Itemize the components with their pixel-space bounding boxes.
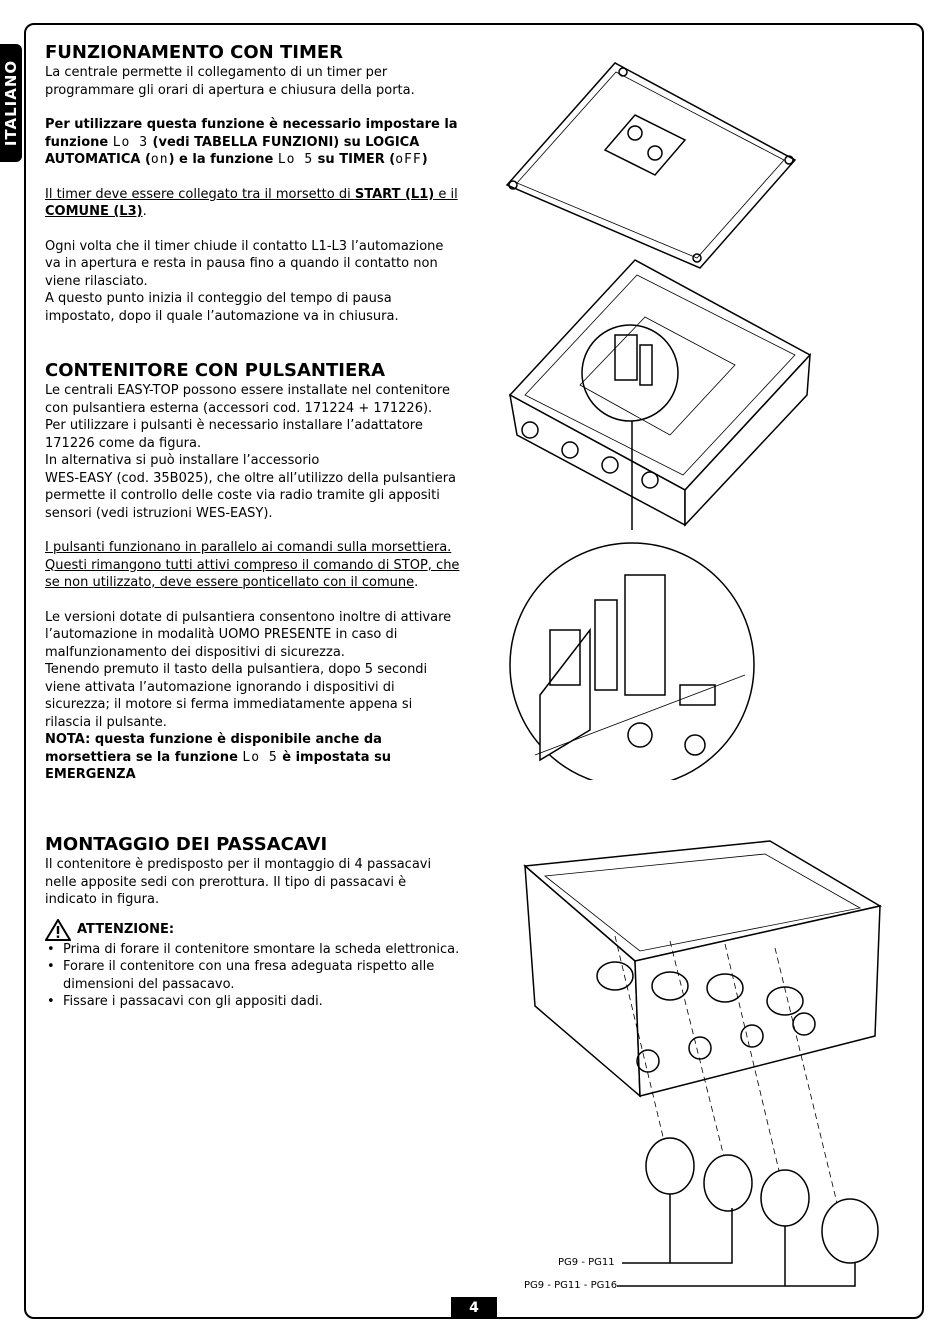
text-run: . — [142, 204, 147, 219]
text-run: è impostata su EMERGENZA — [45, 749, 392, 782]
contenitore-line-1: Le centrali EASY-TOP possono essere installate nel contenitore con pulsantiera esterna (accessori cod. 171224 + 171226). — [45, 383, 450, 416]
list-item: • Fissare i passacavi con gli appositi dadi. — [45, 993, 460, 1011]
attention-heading — [45, 919, 460, 941]
enclosure-pushbutton-illustration — [495, 55, 915, 780]
language-tab — [0, 44, 22, 162]
code-lo5: Lo 5 — [242, 749, 278, 765]
text-run: e il — [434, 186, 458, 202]
text-run: I pulsanti funzionano in parallelo ai comandi sulla morsettiera. Questi rimangono tutti attivi compreso il comando di STOP, che se non utilizzato, deve essere ponticellato con il comune — [45, 540, 460, 590]
contenitore-paragraph-5: Le versioni dotate di pulsantiera consentono inoltre di attivare l’automazione in modalità UOMO PRESENTE in caso di malfunzionamento dei dispositivi di sicurezza. — [45, 609, 452, 660]
text-run: NOTA: questa funzione è disponibile anche da morsettiera se la funzione — [45, 732, 382, 765]
code-off: oFF — [395, 152, 422, 167]
montaggio-intro: Il contenitore è predisposto per il montaggio di 4 passacavi nelle apposite sedi con prerottura. Il tipo di passacavi è indicato in figura. — [45, 857, 432, 907]
timer-title: FUNZIONAMENTO CON TIMER — [45, 42, 344, 63]
comune-terminal: COMUNE (L3) — [45, 204, 143, 219]
code-lo3: Lo 3 — [112, 134, 149, 150]
gland-size-label-b: PG9 - PG11 - PG16 — [524, 1280, 618, 1291]
text-run: . — [414, 575, 419, 590]
contenitore-nota — [45, 731, 460, 784]
warning-icon — [45, 919, 71, 941]
contenitore-line-2: Per utilizzare i pulsanti è necessario installare l’adattatore 171226 come da figura. — [45, 418, 423, 451]
text-run: ) e la funzione — [168, 152, 278, 167]
cable-gland-illustration — [520, 836, 910, 1296]
montaggio-section — [45, 834, 460, 1011]
contenitore-title: CONTENITORE CON PULSANTIERA — [45, 360, 386, 381]
text-run: ) — [421, 152, 428, 167]
timer-paragraph-3: Ogni volta che il timer chiude il contatto L1-L3 l’automazione va in apertura e resta in pausa fino a quando il contatto non viene rilasciato. — [45, 238, 444, 289]
timer-paragraph-4: A questo punto inizia il conteggio del tempo di pausa impostato, dopo il quale l’automazione va in chiusura. — [45, 291, 399, 324]
text-run: su TIMER ( — [313, 152, 396, 167]
text-run: Per utilizzare questa funzione è necessario impostare la funzione — [45, 117, 458, 150]
contenitore-line-4: WES-EASY (cod. 35B025), che oltre all’utilizzo della pulsantiera permette il controllo delle coste via radio tramite gli appositi sensori (vedi istruzioni WES-EASY). — [45, 470, 457, 521]
start-terminal: START (L1) — [354, 186, 435, 202]
contenitore-line-3: In alternativa si può installare l’accessorio — [45, 453, 320, 468]
timer-section — [45, 42, 460, 325]
text-run: (vedi TABELLA FUNZIONI) su LOGICA AUTOMATICA ( — [45, 134, 420, 167]
page-number: 4 — [451, 1297, 497, 1319]
gland-size-label-a: PG9 - PG11 — [558, 1257, 615, 1268]
contenitore-section — [45, 360, 460, 784]
code-on: on — [150, 152, 169, 167]
timer-instructions — [45, 116, 460, 169]
text-run: Il timer deve essere collegato tra il morsetto di — [45, 186, 355, 202]
list-item: • Forare il contenitore con una fresa adeguata rispetto alle dimensioni del passacavo. — [45, 958, 460, 993]
contenitore-paragraph-6: Tenendo premuto il tasto della pulsantiera, dopo 5 secondi viene attivata l’automazione ignorando i dispositivi di sicurezza; il motore si ferma immediatamente appena si rilascia il pulsante. — [45, 662, 428, 730]
list-item: • Prima di forare il contenitore smontare la scheda elettronica. — [45, 941, 460, 959]
timer-connection — [45, 186, 460, 221]
montaggio-title: MONTAGGIO DEI PASSACAVI — [45, 834, 328, 855]
timer-intro: La centrale permette il collegamento di un timer per programmare gli orari di apertura e chiusura della porta. — [45, 65, 415, 98]
contenitore-underlined — [45, 539, 460, 592]
attention-label: ATTENZIONE: — [77, 921, 175, 937]
code-lo5: Lo 5 — [277, 152, 314, 167]
attention-list — [45, 941, 460, 1011]
language-tab-label: ITALIANO — [2, 59, 20, 147]
